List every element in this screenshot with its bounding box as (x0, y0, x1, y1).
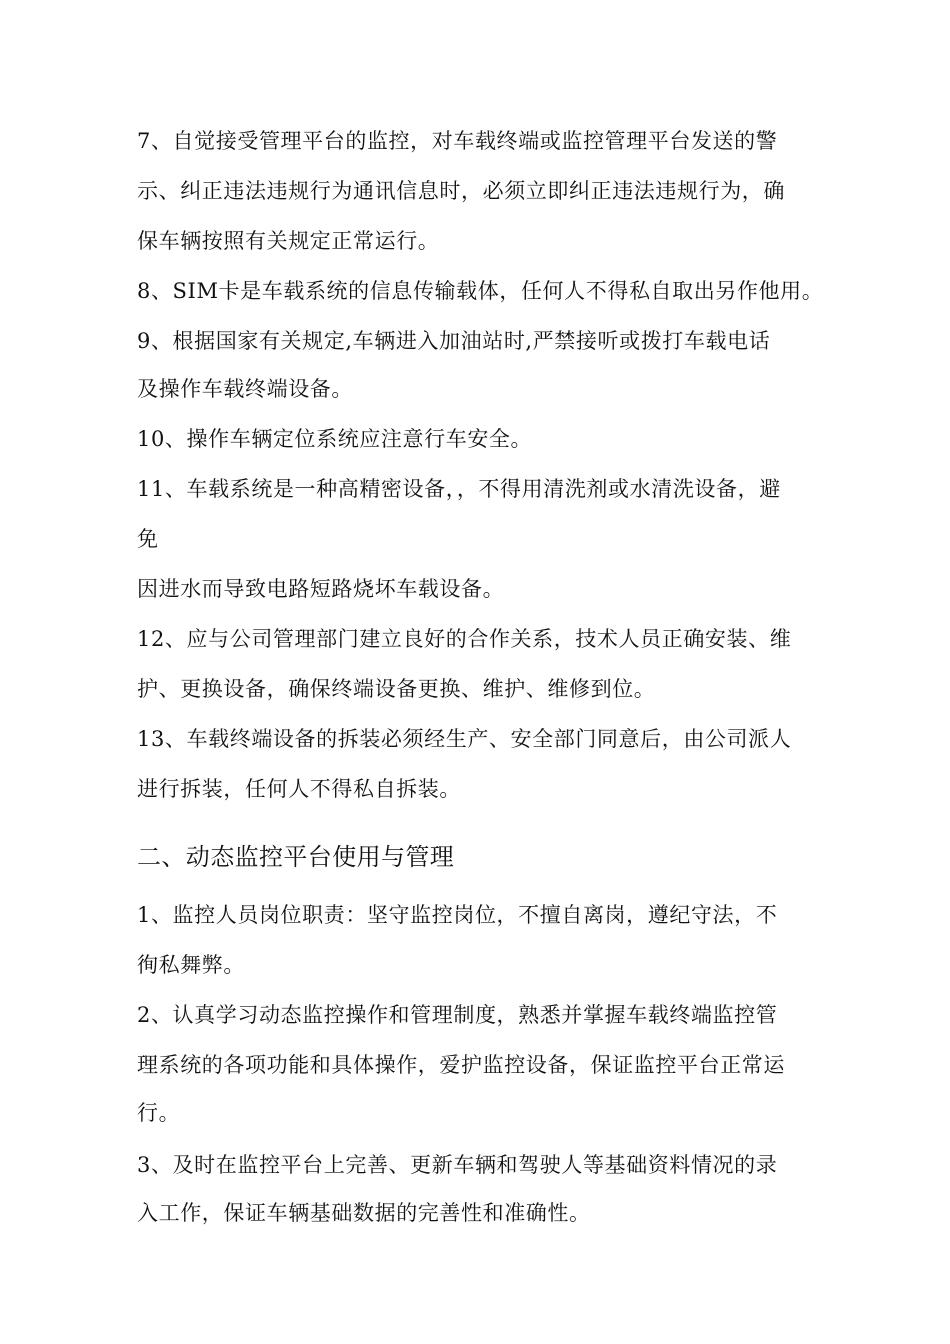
item-11-line-1: 11、车载系统是一种高精密设备，，不得用清洗剂或水清洗设备，避 (137, 477, 781, 501)
item-13-line-2: 进行拆装，任何人不得私自拆装。 (137, 777, 461, 801)
section-heading: 二、动态监控平台使用与管理 (137, 843, 455, 871)
item-s2-1-line-2: 徇私舞弊。 (137, 953, 245, 977)
item-s2-2-line-1: 2、认真学习动态监控操作和管理制度，熟悉并掌握车载终端监控管 (137, 1003, 778, 1027)
item-7-line-1: 7、自觉接受管理平台的监控，对车载终端或监控管理平台发送的警 (137, 129, 778, 153)
item-11-line-3: 因进水而导致电路短路烧坏车载设备。 (137, 577, 505, 601)
item-8-line-1: 8、SIM卡是车载系统的信息传输载体，任何人不得私自取出另作他用。 (137, 279, 824, 303)
item-13-line-1: 13、车载终端设备的拆装必须经生产、安全部门同意后，由公司派人 (137, 727, 792, 751)
item-11-line-2: 免 (137, 527, 159, 551)
item-s2-3-line-2: 入工作，保证车辆基础数据的完善性和准确性。 (137, 1201, 591, 1225)
item-12-line-2: 护、更换设备，确保终端设备更换、维护、维修到位。 (137, 677, 656, 701)
item-7-line-3: 保车辆按照有关规定正常运行。 (137, 229, 440, 253)
item-12-line-1: 12、应与公司管理部门建立良好的合作关系，技术人员正确安装、维 (137, 627, 792, 651)
item-s2-2-line-2: 理系统的各项功能和具体操作，爱护监控设备，保证监控平台正常运 (137, 1053, 785, 1077)
item-s2-2-line-3: 行。 (137, 1101, 181, 1125)
item-s2-3-line-1: 3、及时在监控平台上完善、更新车辆和驾驶人等基础资料情况的录 (137, 1153, 778, 1177)
item-s2-1-line-1: 1、监控人员岗位职责：坚守监控岗位，不擅自离岗，遵纪守法，不 (137, 903, 778, 927)
item-7-line-2: 示、纠正违法违规行为通讯信息时，必须立即纠正违法违规行为，确 (137, 179, 785, 203)
item-9-line-1: 9、根据国家有关规定,车辆进入加油站时,严禁接听或拨打车载电话 (137, 329, 771, 353)
item-9-line-2: 及操作车载终端设备。 (137, 377, 353, 401)
item-10-line-1: 10、操作车辆定位系统应注意行车安全。 (137, 427, 533, 451)
